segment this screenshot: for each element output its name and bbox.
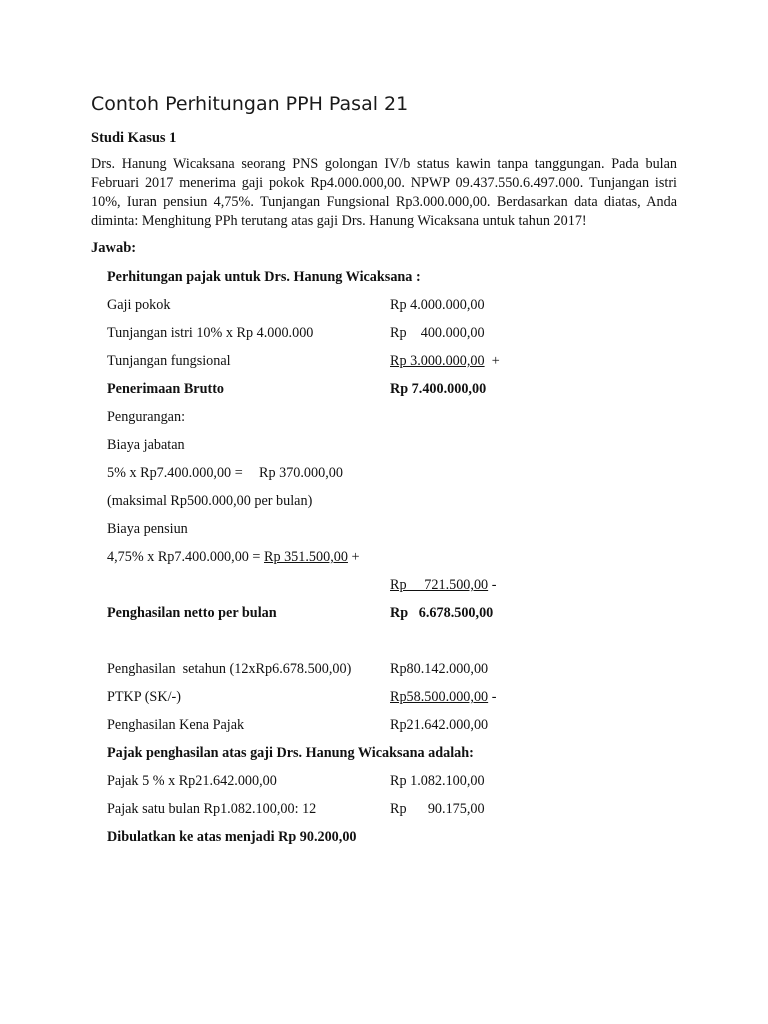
plus-operator: + (351, 549, 360, 565)
pajak-5-value: Rp 1.082.100,00 (390, 773, 485, 789)
setahun-value: Rp80.142.000,00 (390, 661, 489, 677)
biaya-jabatan-note: (maksimal Rp500.000,00 per bulan) (107, 493, 313, 509)
case-description: Drs. Hanung Wicaksana seorang PNS golongan IV/b status kawin tanpa tanggungan. Pada bulan Februari 2017 menerima gaji pokok Rp4.000.000,00. NPWP 09.437.550.6.497.000. Tunjangan istri 10%, Iuran pensiun 4,75%. Tunjangan Fungsional Rp3.000.000,00. Berdasarkan data diatas, Anda diminta: Menghitung PPh terutang atas gaji Drs. Hanung Wicaksana untuk tahun 2017! (91, 156, 677, 229)
bruto-label: Penerimaan Brutto (107, 381, 225, 397)
biaya-jabatan-label: Biaya jabatan (107, 437, 185, 453)
rounded-result: Dibulatkan ke atas menjadi Rp 90.200,00 (107, 829, 357, 845)
setahun-label: Penghasilan setahun (12xRp6.678.500,00) (107, 661, 352, 677)
biaya-jabatan-calc: 5% x Rp7.400.000,00 = (107, 465, 243, 481)
tunj-fungsional-row (390, 352, 500, 370)
case-heading: Studi Kasus 1 (91, 130, 177, 146)
total-pengurangan-value: Rp 721.500,00 (390, 577, 489, 593)
biaya-pensiun-row (107, 548, 360, 566)
plus-operator: + (491, 353, 500, 369)
ptkp-label: PTKP (SK/-) (107, 689, 181, 705)
biaya-pensiun-value: Rp 351.500,00 (263, 549, 348, 565)
bruto-value: Rp 7.400.000,00 (390, 381, 487, 397)
tunj-fungsional-value: Rp 3.000.000,00 (390, 353, 485, 369)
tunj-fungsional-label: Tunjangan fungsional (107, 353, 231, 369)
pajak-heading: Pajak penghasilan atas gaji Drs. Hanung Wicaksana adalah: (107, 745, 474, 761)
gaji-pokok-label: Gaji pokok (107, 297, 171, 313)
ptkp-row (390, 688, 496, 706)
minus-operator: - (491, 689, 497, 705)
netto-value: Rp 6.678.500,00 (390, 605, 494, 621)
tunj-istri-label: Tunjangan istri 10% x Rp 4.000.000 (107, 325, 314, 341)
pajak-bulan-value: Rp 90.175,00 (390, 801, 485, 817)
answer-heading: Jawab: (91, 240, 137, 256)
pajak-bulan-label: Pajak satu bulan Rp1.082.100,00: 12 (107, 801, 317, 817)
netto-label: Penghasilan netto per bulan (107, 605, 277, 621)
total-pengurangan-row (390, 576, 496, 594)
biaya-pensiun-label: Biaya pensiun (107, 521, 188, 537)
tunj-istri-value: Rp 400.000,00 (390, 325, 485, 341)
biaya-pensiun-calc: 4,75% x Rp7.400.000,00 = (107, 549, 261, 565)
pkp-label: Penghasilan Kena Pajak (107, 717, 245, 733)
ptkp-value: Rp58.500.000,00 (390, 689, 489, 705)
pajak-5-label: Pajak 5 % x Rp21.642.000,00 (107, 773, 277, 789)
calc-heading: Perhitungan pajak untuk Drs. Hanung Wicaksana : (107, 269, 421, 285)
document-title: Contoh Perhitungan PPH Pasal 21 (91, 93, 409, 115)
minus-operator: - (491, 577, 497, 593)
gaji-pokok-value: Rp 4.000.000,00 (390, 297, 485, 313)
pengurangan-label: Pengurangan: (107, 409, 186, 425)
biaya-jabatan-value: Rp 370.000,00 (259, 465, 343, 481)
pkp-value: Rp21.642.000,00 (390, 717, 489, 733)
